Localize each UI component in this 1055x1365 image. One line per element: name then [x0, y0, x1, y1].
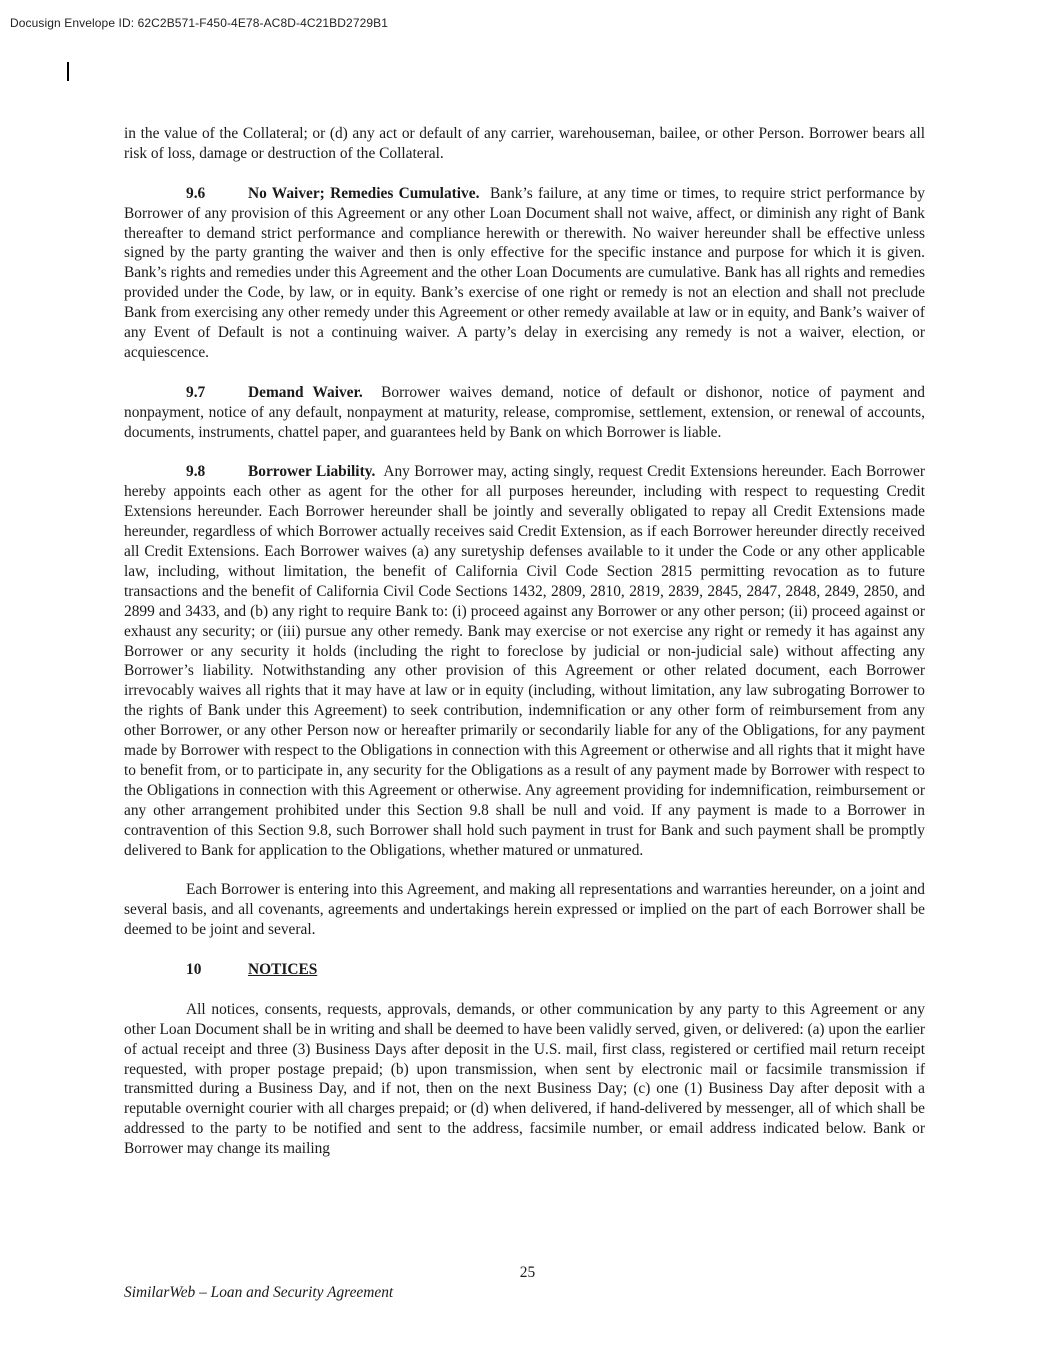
section-number: 9.7: [186, 383, 206, 401]
intro-paragraph: in the value of the Collateral; or (d) any act or default of any carrier, warehouseman, bailee, or other Person. Borrower bears all risk of loss, damage or destruction of the Collateral.: [124, 125, 925, 162]
section-heading: No Waiver; Remedies Cumulative.: [248, 184, 480, 202]
section-heading: Demand Waiver.: [248, 383, 363, 401]
section-text: Borrower waives demand, notice of default or dishonor, notice of payment and nonpayment, notice of any default, nonpayment at maturity, release, compromise, settlement, extension, or renewal of accounts, documents, instruments, chattel paper, and guarantees held by Bank on which Borrower is liable.: [124, 383, 925, 441]
section-number: 10: [186, 960, 202, 978]
section-9-8: [124, 462, 925, 860]
section-9-7: [124, 383, 925, 443]
section-number: 9.8: [186, 463, 206, 481]
footer-document-title: SimilarWeb – Loan and Security Agreement: [124, 1284, 394, 1301]
document-body: [124, 124, 925, 1179]
section-heading: NOTICES: [248, 960, 318, 978]
revision-change-bar: [67, 62, 69, 81]
section-9-6: [124, 184, 925, 363]
section-10-heading: [124, 960, 925, 980]
section-10-text: All notices, consents, requests, approvals, demands, or other communication by any party to this Agreement or any other Loan Document shall be in writing and shall be deemed to have been validly served, given, or delivered: (a) upon the earlier of actual receipt and three (3) Business Days after deposit in the U.S. mail, first class, registered or certified mail return receipt requested, with proper postage prepaid; (b) upon transmission, when sent by electronic mail or facsimile transmission if transmitted during a Business Day, and if not, then on the next Business Day; (c) one (1) Business Day after deposit with a reputable overnight courier with all charges prepaid; or (d) when delivered, if hand-delivered by messenger, all of which shall be addressed to the party to be notified and sent to the address, facsimile number, or email address indicated below. Bank or Borrower may change its mailing: [124, 1000, 925, 1158]
section-number: 9.6: [186, 184, 206, 202]
section-text: Bank’s failure, at any time or times, to require strict performance by Borrower of any provision of this Agreement or any other Loan Document shall not waive, affect, or diminish any right of Bank thereafter to demand strict performance and compliance herewith or therewith. No waiver hereunder shall be effective unless signed by the party granting the waiver and then is only effective for the specific instance and purpose for which it is given. Bank’s rights and remedies under this Agreement and the other Loan Documents are cumulative. Bank has all rights and remedies provided under the Code, by law, or in equity. Bank’s exercise of one right or remedy is not an election and shall not preclude Bank from exercising any other remedy under this Agreement or other remedy available at law or in equity, and Bank’s waiver of any Event of Default is not a continuing waiver. A party’s delay in exercising any remedy is not a waiver, election, or acquiescence.: [124, 184, 925, 361]
section-heading: Borrower Liability.: [248, 463, 376, 481]
joint-several-paragraph: Each Borrower is entering into this Agreement, and making all representations and warranties hereunder, on a joint and several basis, and all covenants, agreements and undertakings herein expressed or implied on the part of each Borrower shall be deemed to be joint and several.: [124, 881, 925, 939]
docusign-envelope-id: Docusign Envelope ID: 62C2B571-F450-4E78-AC8D-4C21BD2729B1: [10, 16, 389, 30]
page-number: 25: [519, 1264, 536, 1281]
section-text: Any Borrower may, acting singly, request Credit Extensions hereunder. Each Borrower hereby appoints each other as agent for the other for all purposes hereunder, including with respect to requesting Credit Extensions hereunder. Each Borrower hereunder shall be jointly and severally obligated to repay all Credit Extensions made hereunder, regardless of which Borrower actually receives said Credit Extension, as if each Borrower hereunder directly received all Credit Extensions. Each Borrower waives (a) any suretyship defenses available to it under the Code or any other applicable law, including, without limitation, the benefit of California Civil Code Section 2815 permitting revocation as to future transactions and the benefit of California Civil Code Sections 1432, 2809, 2810, 2819, 2839, 2845, 2847, 2848, 2849, 2850, and 2899 and 3433, and (b) any right to require Bank to: (i) proceed against any Borrower or any other person; (ii) proceed against or exhaust any security; or (iii) pursue any other remedy. Bank may exercise or not exercise any right or remedy it has against any Borrower or any security it holds (including the right to foreclose by judicial or non-judicial sale) without affecting any Borrower’s liability. Notwithstanding any other provision of this Agreement or other related document, each Borrower irrevocably waives all rights that it may have at law or in equity (including, without limitation, any law subrogating Borrower to the rights of Bank under this Agreement) to seek contribution, indemnification or any other form of reimbursement from any other Borrower, or any other Person now or hereafter primarily or secondarily liable for any of the Obligations, for any payment made by Borrower with respect to the Obligations in connection with this Agreement or otherwise and all rights that it might have to benefit from, or to participate in, any security for the Obligations as a result of any payment made by Borrower with respect to the Obligations in connection with this Agreement or otherwise. Any agreement providing for indemnification, reimbursement or any other arrangement prohibited under this Section 9.8 shall be null and void. If any payment is made to a Borrower in contravention of this Section 9.8, such Borrower shall hold such payment in trust for Bank and such payment shall be promptly delivered to Bank for application to the Obligations, whether matured or unmatured.: [124, 463, 925, 859]
